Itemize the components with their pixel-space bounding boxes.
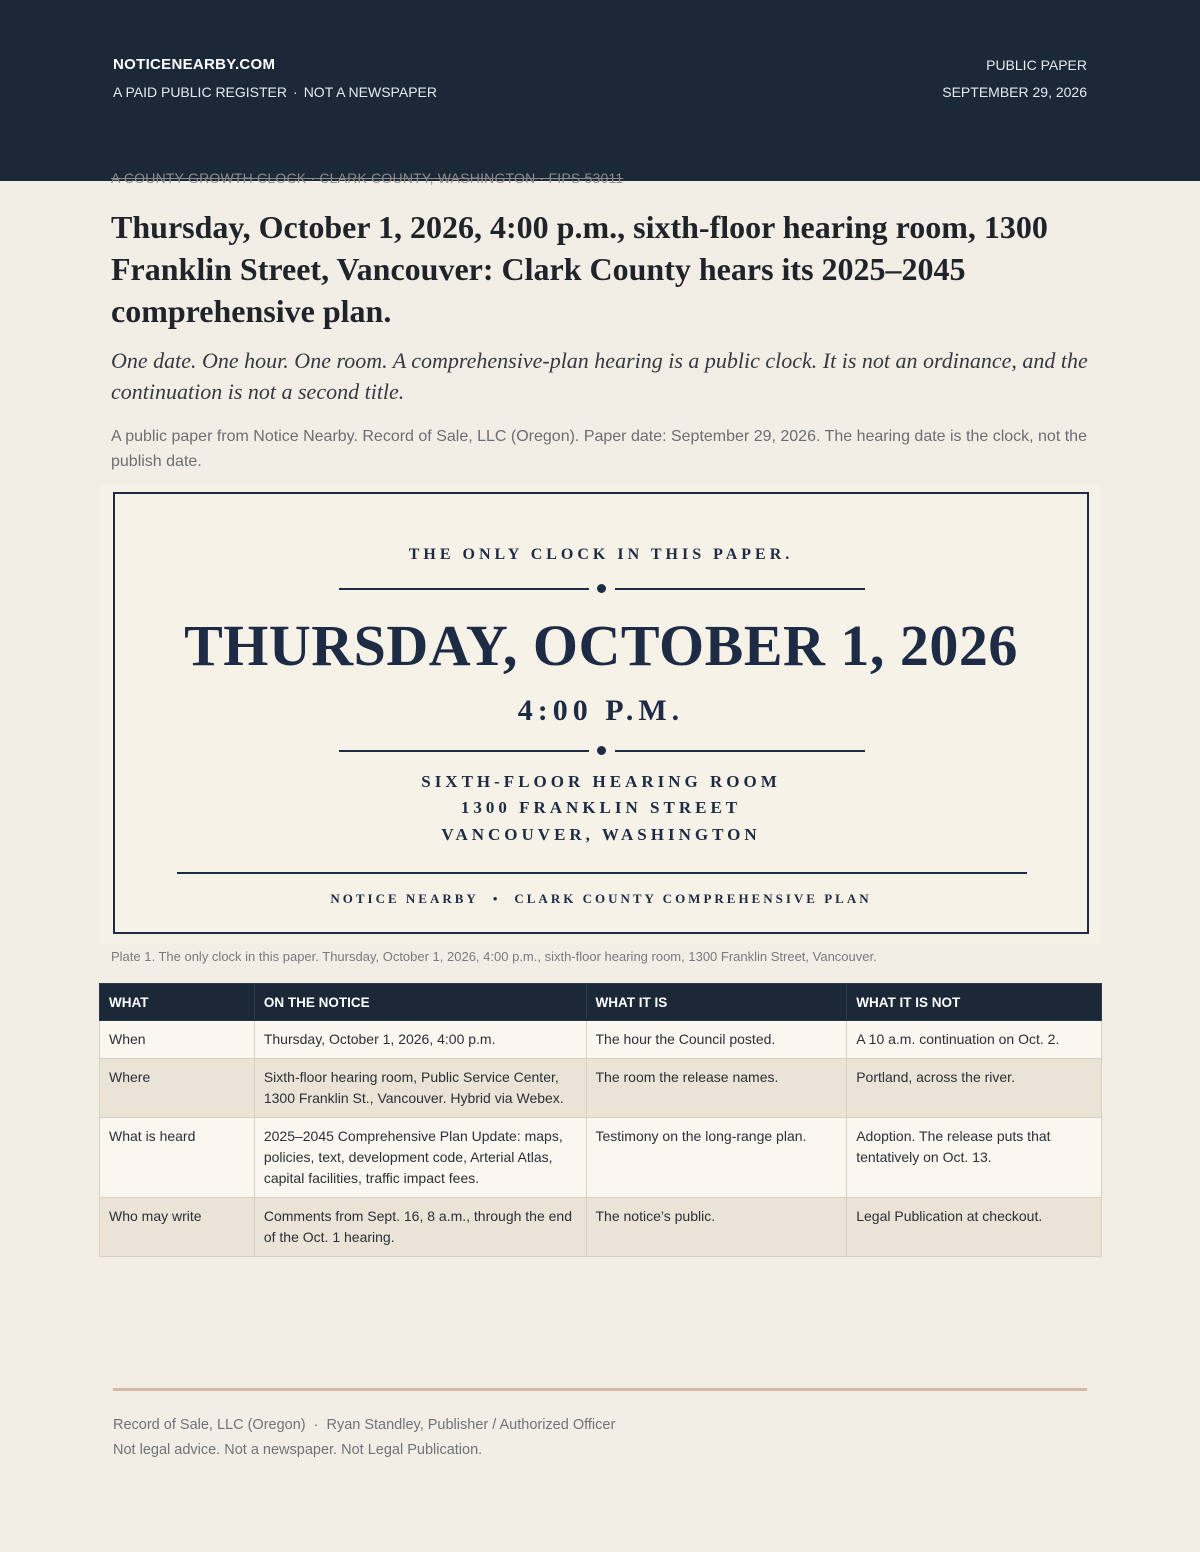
paper-date-label: SEPTEMBER 29, 2026 xyxy=(942,84,1087,100)
ornament-divider-top xyxy=(339,584,865,594)
plate-room: SIXTH-FLOOR HEARING ROOM xyxy=(421,772,781,791)
dot-ornament-icon xyxy=(597,584,606,593)
table-cell: Who may write xyxy=(100,1198,255,1257)
dot-ornament-icon xyxy=(597,746,606,755)
table-cell: The room the release names. xyxy=(586,1059,847,1118)
table-cell: Testimony on the long-range plan. xyxy=(586,1118,847,1198)
plate-street: 1300 FRANKLIN STREET xyxy=(460,798,742,817)
article-kicker: A COUNTY GROWTH CLOCK · CLARK COUNTY, WASHINGTON · FIPS 53011 xyxy=(111,170,624,186)
table-cell: Sixth-floor hearing room, Public Service Center, 1300 Franklin St., Vancouver. Hybrid via Webex. xyxy=(254,1059,586,1118)
table-row xyxy=(100,1059,1102,1118)
table-row xyxy=(100,1021,1102,1059)
table-row xyxy=(100,1118,1102,1198)
notice-facts-table xyxy=(99,983,1102,1257)
column-header-on-the-notice: ON THE NOTICE xyxy=(254,984,586,1021)
bullet-icon: • xyxy=(492,891,501,906)
article-deck: One date. One hour. One room. A comprehensive-plan hearing is a public clock. It is not an ordinance, and the continuation is not a second title. xyxy=(111,348,1088,404)
table-cell: 2025–2045 Comprehensive Plan Update: maps, policies, text, development code, Arterial Atlas, capital facilities, traffic impact fees. xyxy=(254,1118,586,1198)
article-headline: Thursday, October 1, 2026, 4:00 p.m., sixth-floor hearing room, 1300 Franklin Street, Vancouver: Clark County hears its 2025–2045 comprehensive plan. xyxy=(111,209,1048,329)
column-header-what-it-is: WHAT IT IS xyxy=(586,984,847,1021)
footer-publisher-name: Ryan Standley, Publisher / Authorized Officer xyxy=(326,1417,616,1433)
table-cell: The hour the Council posted. xyxy=(586,1021,847,1059)
site-tagline xyxy=(113,84,437,100)
site-brand[interactable]: NOTICENEARBY.COM xyxy=(113,56,276,73)
plate-footer-publisher: NOTICE NEARBY xyxy=(330,891,479,906)
plate-hearing-date: THURSDAY, OCTOBER 1, 2026 xyxy=(184,613,1018,678)
column-header-what-it-is-not: WHAT IT IS NOT xyxy=(847,984,1102,1021)
table-cell: What is heard xyxy=(100,1118,255,1198)
plate-frame xyxy=(113,492,1089,934)
article-byline: A public paper from Notice Nearby. Record of Sale, LLC (Oregon). Paper date: September 29, 2026. The hearing date is the clock, not the publish date. xyxy=(111,428,1087,470)
footer-disclaimer: Not legal advice. Not a newspaper. Not Legal Publication. xyxy=(113,1442,483,1458)
plate-footer-subject: CLARK COUNTY COMPREHENSIVE PLAN xyxy=(514,891,872,906)
footer-separator: · xyxy=(313,1417,319,1433)
tagline-register: A PAID PUBLIC REGISTER xyxy=(113,84,288,100)
table-cell: When xyxy=(100,1021,255,1059)
table-cell: Where xyxy=(100,1059,255,1118)
hearing-plate xyxy=(100,484,1100,944)
tagline-not-newspaper: NOT A NEWSPAPER xyxy=(303,84,437,100)
table-cell: A 10 a.m. continuation on Oct. 2. xyxy=(847,1021,1102,1059)
column-header-what: WHAT xyxy=(100,984,255,1021)
paper-kind-label: PUBLIC PAPER xyxy=(986,57,1087,73)
plate-eyebrow: THE ONLY CLOCK IN THIS PAPER. xyxy=(408,546,794,563)
tagline-separator: · xyxy=(293,84,298,100)
plate-rule xyxy=(177,872,1027,874)
plate-city: VANCOUVER, WASHINGTON xyxy=(441,825,761,844)
footer-divider xyxy=(113,1388,1087,1391)
table-cell: Comments from Sept. 16, 8 a.m., through the end of the Oct. 1 hearing. xyxy=(254,1198,586,1257)
footer-publisher xyxy=(113,1417,615,1433)
table-cell: Legal Publication at checkout. xyxy=(847,1198,1102,1257)
table-cell: The notice’s public. xyxy=(586,1198,847,1257)
table-cell: Thursday, October 1, 2026, 4:00 p.m. xyxy=(254,1021,586,1059)
plate-hearing-time: 4:00 P.M. xyxy=(517,694,685,727)
plate-caption: Plate 1. The only clock in this paper. Thursday, October 1, 2026, 4:00 p.m., sixth-floor hearing room, 1300 Franklin Street, Vancouver. xyxy=(111,949,877,964)
plate-footer xyxy=(115,891,1087,907)
footer-publisher-org: Record of Sale, LLC (Oregon) xyxy=(113,1417,306,1433)
ornament-divider-bottom xyxy=(339,746,865,756)
table-cell: Portland, across the river. xyxy=(847,1059,1102,1118)
table-header-row xyxy=(100,984,1102,1021)
table-row xyxy=(100,1198,1102,1257)
masthead-bar xyxy=(0,0,1200,181)
table-cell: Adoption. The release puts that tentatively on Oct. 13. xyxy=(847,1118,1102,1198)
